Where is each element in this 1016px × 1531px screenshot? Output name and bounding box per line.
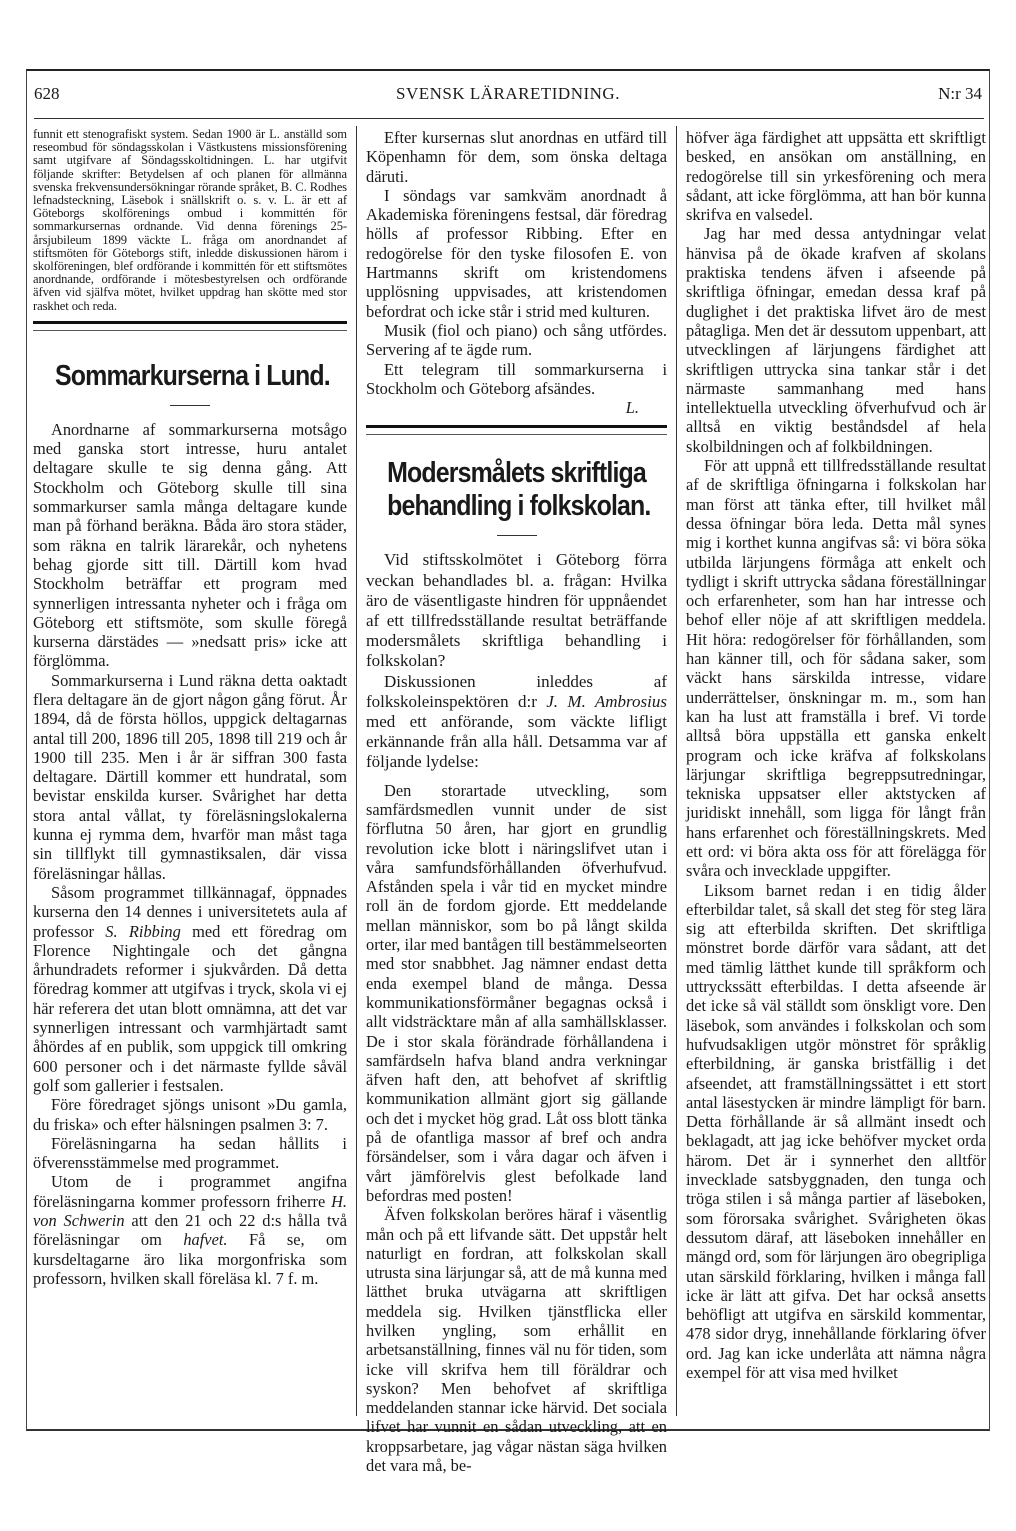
speech-paragraph: Den storartade utveckling, som samfärdsmedlen vunnit under de sist förflutna 50 åren, har gjort en grundlig revolution icke blott i näringslifvet utan i våra samfundsförhållanden öfverhufvud. Afstånden spela i vår tid en mycket mindre roll än de fordom gjorde. Ett meddelande mellan människor, som bo på långt skilda orter, ilar med bantågen till bestämmelseorten med stor snabbhet. Jag nämner endast detta enda exempel bland de många. Dessa kommunikationsförmåner begagnas också i allt vidsträcktare mån af alla samhällsklasser. De i stor skala förändrade förhållandena i samfärdseln hafva bland andra verkningar äfven haft den, att behofvet af skriftlig kommunikation allmänt gjort sig gällande och det i mycket hög grad. Låt oss blott tänka på de ofantliga massor af bref och andra försändelser, som i våra dagar och äfven i vårt jämförelvis glest befolkade land befordras med posten! bbox=[366, 780, 667, 1205]
speech-paragraph: Äfven folkskolan beröres häraf i väsentlig mån och på ett lifvande sätt. Det uppstår helt naturligt en fordran, att folkskolan skall utrusta sina lärjungar så, att de må kunna med lätthet bruka utvägarna att skriftligen meddela sig. Hvilken tjänstflicka eller hvilken yngling, som erhållit en arbetsanställning, finnes väl nu för tiden, som icke vill skrifva hem till föräldrar och syskon? Men behofvet af skriftliga meddelanden stannar icke härvid. Det sociala lifvet har vunnit en sådan utveckling, att en kroppsarbetare, jag vågar nästan säga hvilken det vara må, be- bbox=[366, 1205, 667, 1476]
headline-rule bbox=[170, 405, 210, 406]
running-head bbox=[34, 84, 982, 110]
article-headline-line-2: behandling i folkskolan. bbox=[387, 490, 651, 523]
author-signature: L. bbox=[625, 398, 639, 418]
speech-paragraph: Jag har med dessa antydningar velat hänvisa på de ökade krafven af skolans praktiska tendens äfven i afseende på skriftliga öfningar, emedan dessa kraf på duglighet i det praktiska lifvet äro de mest påtagliga. Men det är dessutom uppenbart, att utvecklingen af lärjungens färdighet att skriftligen uttrycka sina tankar står i det närmaste sammanhang med hans intellektuella utveckling öfverhufvud och är alltså en viktig beståndsdel af hela skolbildningen och af folkbildningen. bbox=[686, 224, 986, 456]
section-rule bbox=[33, 321, 347, 331]
article-paragraph: Före föredraget sjöngs unisont »Du gamla, du friska» och efter hälsningen psalmen 3: 7. bbox=[33, 1095, 347, 1134]
article-paragraph: I söndags var samkväm anordnadt å Akademiska föreningens festsal, där föredrag hölls af professor Ribbing. Efter en redogörelse för den tyske filosofen E. von Hartmanns skrift om kristendomens upplösning uppvisades, att kristendomen befordrat och icke står i strid med kulturen. bbox=[366, 185, 667, 321]
article-paragraph: Ett telegram till sommarkurserna i Stockholm och Göteborg afsändes. bbox=[366, 359, 667, 398]
article-paragraph: Sommarkurserna i Lund räkna detta oaktadt flera deltagare än de gjort någon gång förut. År 1894, då de första höllos, uppgick deltagarnas antal till 200, 1896 till 205, 1898 till 219 och år 1900 till 235. Men i år är siffran 300 fasta deltagare. Därtill kommer ett hundratal, som bevistar enskilda kurser. Svårighet har detta stora antal vållat, ty föreläsningslokalerna kunna ej rymma dem, hvarför man måst taga sin tillflykt till gymnastiksalen, där vissa föreläsningar hållas. bbox=[33, 670, 347, 883]
article-paragraph: Föreläsningarna ha sedan hållits i öfverensstämmelse med programmet. bbox=[33, 1133, 347, 1173]
header-rule bbox=[34, 118, 984, 119]
speech-paragraph: För att uppnå ett tillfredsställande resultat af de skriftliga öfningarna i folkskolan har man först att tänka efter, till hvilket mål dessa öfningar böra leda. Detta mål synes mig i korthet kunna angifvas så: vi böra söka utbilda lärjungens förmåga att enkelt och tydligt i skrift uttrycka sådana föreställningar och erfarenheter, som han har intresse och behof eller nöje af att skriftligen meddela. Hit höra: redogörelser för förhållanden, som han känner till, och för sådana saker, som väckt hans särskilda intresse, vidare underrättelser, önskningar m. m., som han kan ha lust att framställa i bref. Vi torde alltså böra uppställa ett ganska enkelt program och icke kräfva af folkskolans lärjungar skriftliga begreppsutredningar, tekniska uppsatser eller aktstycken af juridiskt innehåll, som ligga för långt från hans erfarenhet och föreställningskrets. Med ett ord: vi böra akta oss för att förelägga för svåra och invecklade uppgifter. bbox=[686, 456, 986, 881]
page-number: 628 bbox=[34, 84, 60, 103]
article-intro: Diskussionen inleddes af folkskoleinspektören d:r J. M. Ambrosius med ett anförande, som väckte lifligt erkännande från alla håll. Detsamma var af följande lydelse: bbox=[366, 671, 667, 772]
person-name: S. Ribbing bbox=[105, 921, 181, 941]
column-divider bbox=[676, 126, 677, 1416]
article-paragraph: Efter kursernas slut anordnas en utfärd till Köpenhamn för dem, som önska deltaga däruti. bbox=[366, 128, 667, 186]
article-paragraph: Utom de i programmet angifna föreläsningarna kommer professorn friherre H. von Schwerin att den 21 och 22 d:s hålla två föreläsningar om hafvet. Få se, om kursdeltagarne äro lika morgonfriska som professorn, hvilken skall föreläsa kl. 7 f. m. bbox=[33, 1172, 348, 1288]
column-divider bbox=[356, 126, 357, 1416]
headline-rule bbox=[497, 535, 537, 536]
person-name: H. von Schwerin bbox=[33, 1191, 347, 1231]
column-1 bbox=[33, 128, 347, 1288]
journal-title: SVENSK LÄRARETIDNING. bbox=[396, 84, 620, 103]
article-paragraph: Anordnarne af sommarkurserna motsågo med ganska stort intresse, huru antalet deltagare skulle te sig denna gång. Att Stockholm och Göteborg skulle till sina sommarkurser samla många deltagare kunde man på förhand beräkna. Båda äro stora städer, som räkna en talrik lärarekår, och nyhetens behag gjorde sitt till. Därtill kom hvad Stockholm beträffar ett program med synnerligen intressanta nyheter och i fråga om Göteborg ett stiftsmöte, som skulle föregå kurserna därstädes — »nedsatt pris» icke att förglömma. bbox=[33, 419, 347, 671]
speech-paragraph: Liksom barnet redan i en tidig ålder efterbildar talet, så skall det steg för steg lära sig att efterbilda skriften. Det skriftliga mönstret borde därför vara sådant, att det med tämlig lätthet kunde till språkform och uttryckssätt efterbildas. I detta afseende är det icke så väl ställdt som önskligt vore. Den läsebok, som användes i folkskolan och som hufvudsakligen utgör mönstret för språklig efterbildning, är ganska bristfällig i det afseendet, att framställningssättet i ett stort antal läsestycken är mindre lämpligt för barn. Detta förhållande är så allmänt insedt och beklagadt, att jag icke behöfver mycket orda härom. Det är i synnerhet den alltför invecklade satsbyggnaden, den tunga och tröga stilen i så många partier af läseboken, som förorsaka svårighet. Svårigheten ökas dessutom däraf, att läseboken innehåller en mängd ord, som för lärjungen äro obegripliga utan särskild förklaring, hvilken i många fall icke är lätt att gifva. Det har också ansetts behöfligt att utgifva en särskild kommentar, 478 sidor dryg, innehållande förklaring öfver ord. Jag kan icke underlåta att nämna några exempel för att visa med hvilket bbox=[686, 880, 986, 1382]
column-2 bbox=[366, 128, 667, 1475]
issue-number: N:r 34 bbox=[938, 84, 982, 103]
biography-paragraph: funnit ett stenografiskt system. Sedan 1900 är L. anställd som reseombud för söndagsskolan i Västkustens missionsförening samt utgifvare af Söndagsskoltidningen. L. har utgifvit följande skrifter: Betydelsen af och planen för allmänna svenska frekvensundersökningar rörande språket, B. C. Rodhes lefnadsteckning, Läsebok i snällskrift o. s. v. L. är ett af Göteborgs skolförenings ombud i kommittén för sommarkursernas ordnande. Vid denna förenings 25-årsjubileum 1899 väckte L. fråga om anordnandet af stiftsmöten för Göteborgs stift, inledde diskussionen härom i skolföreningen, blef ordförande i kommittén för ett stiftsmötes anordnande, ordförande i mötesbestyrelsen och ordförande äfven vid själfva mötet, hvilket uppdrag han skötte med stor raskhet och reda. bbox=[33, 127, 347, 313]
speech-paragraph-continued: höfver äga färdighet att uppsätta ett skriftligt besked, en ansökan om anställning, en redogörelse till sin yrkesförening och mera sådant, att icke förglömma, att han bör kunna skrifva en valsedel. bbox=[686, 128, 986, 225]
column-3 bbox=[686, 128, 986, 1382]
lecture-topic: hafvet. bbox=[183, 1230, 228, 1250]
article-intro: Vid stiftsskolmötet i Göteborg förra veckan behandlades bl. a. frågan: Hvilka äro de väsentligaste hindren för uppnåendet af ett tillfredsställande resultat beträffande modersmålets skriftliga behandling i folkskolan? bbox=[366, 550, 667, 671]
article-headline-line-1: Modersmålets skriftliga bbox=[387, 457, 646, 490]
article-paragraph: Musik (fiol och piano) och sång utfördes. Servering af te ägde rum. bbox=[366, 320, 667, 360]
article-paragraph: Såsom programmet tillkännagaf, öppnades kurserna den 14 dennes i universitetets aula af professor S. Ribbing med ett föredrag om Florence Nightingale och det gångna århundradets reformer i sjukvården. Då detta föredrag kommer att utgifvas i tryck, skola vi ej här referera det utan blott omnämna, att det var synnerligen intressant och varmhjärtadt samt åhördes af en publik, som uppgick till omkring 600 personer och i det närmaste fyllde såväl golf som gallerier i festsalen. bbox=[33, 882, 347, 1095]
person-name: J. M. Ambrosius bbox=[546, 691, 667, 711]
article-headline: Sommarkurserna i Lund. bbox=[54, 359, 330, 392]
section-rule bbox=[366, 425, 667, 435]
